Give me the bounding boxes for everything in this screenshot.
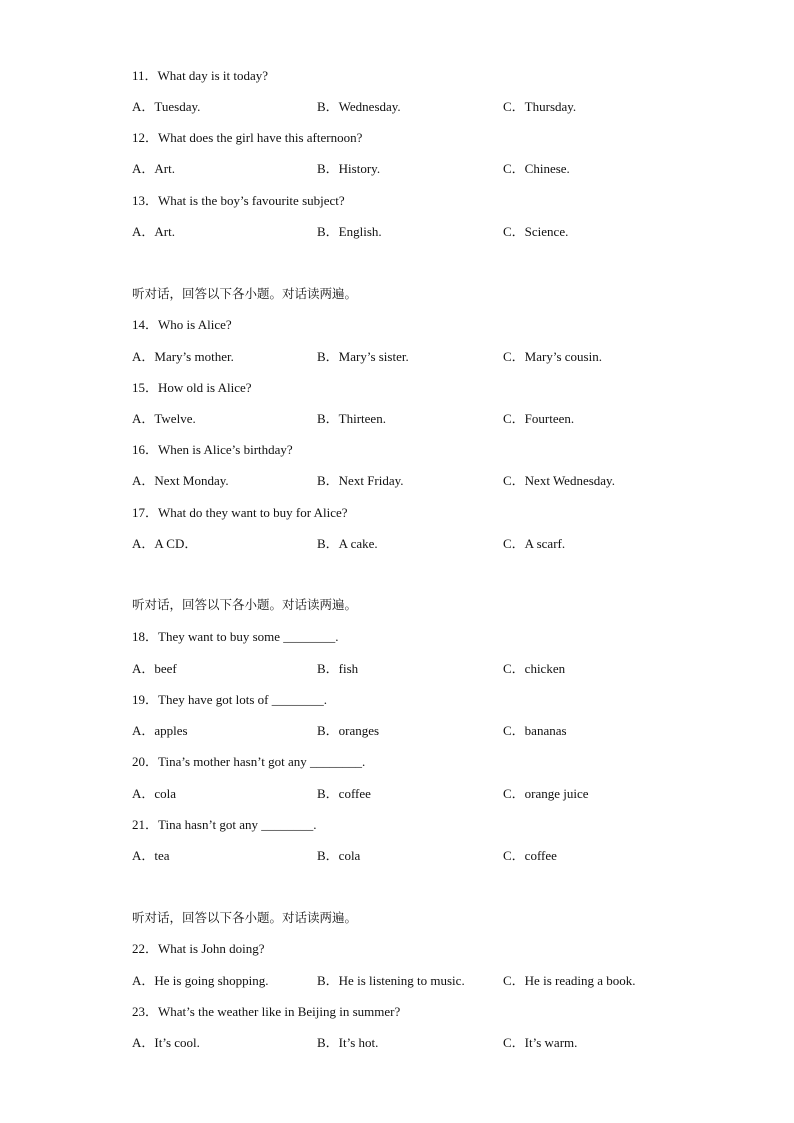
question-18 [132,629,339,645]
question-number: 23． [132,1004,159,1019]
question-number: 15． [132,380,159,395]
section-instruction: 听对话，回答以下各小题。对话读两遍。 [132,910,358,925]
question-number: 13． [132,193,159,208]
option-b: B．fish [317,661,359,676]
option-a: A．Next Monday. [132,473,229,488]
option-a: A．Art. [132,161,175,176]
option-b: B．History. [317,161,381,176]
option-a: A．beef [132,661,177,676]
option-c: C．coffee [503,848,557,863]
option-b: B．English. [317,224,382,239]
question-text: What is the boy’s favourite subject? [158,193,345,208]
question-number: 21． [132,817,159,832]
option-b: B．oranges [317,723,380,738]
question-text: When is Alice’s birthday? [158,442,293,457]
question-19 [132,692,327,708]
question-11 [132,68,268,84]
question-text: What day is it today? [157,68,268,83]
option-b: B．coffee [317,786,371,801]
option-c: C．Chinese. [503,161,570,176]
section-instruction: 听对话，回答以下各小题。对话读两遍。 [132,286,358,301]
question-text: They have got lots of ________. [158,692,327,707]
option-c: C．Mary’s cousin. [503,349,602,364]
question-text: Tina hasn’t got any ________. [158,817,317,832]
question-number: 11． [132,68,158,83]
question-text: How old is Alice? [158,380,252,395]
question-text: What is John doing? [158,941,265,956]
option-a: A．A CD． [132,536,198,551]
option-c: C．chicken [503,661,566,676]
option-c: C．Science. [503,224,569,239]
question-15 [132,380,252,396]
option-c: C．Next Wednesday. [503,473,615,488]
question-text: What do they want to buy for Alice? [158,505,348,520]
question-number: 12． [132,130,159,145]
option-a: A．Mary’s mother. [132,349,234,364]
option-c: C．It’s warm. [503,1035,578,1050]
question-number: 20． [132,754,159,769]
question-number: 18． [132,629,159,644]
question-number: 19． [132,692,159,707]
option-b: B．Thirteen. [317,411,386,426]
option-a: A．tea [132,848,170,863]
question-text: Who is Alice? [158,317,232,332]
question-text: What does the girl have this afternoon? [158,130,363,145]
question-21 [132,817,317,833]
question-23 [132,1004,400,1020]
option-a: A．Twelve. [132,411,196,426]
option-b: B．Mary’s sister. [317,349,409,364]
option-b: B．A cake. [317,536,378,551]
question-20 [132,754,365,770]
option-a: A．Art. [132,224,175,239]
option-c: C．A scarf. [503,536,566,551]
question-22 [132,941,265,957]
question-16 [132,442,293,458]
question-13 [132,193,345,209]
option-a: A．Tuesday. [132,99,201,114]
option-a: A．cola [132,786,177,801]
option-c: C．orange juice [503,786,589,801]
question-text: Tina’s mother hasn’t got any ________. [158,754,366,769]
section-instruction: 听对话，回答以下各小题。对话读两遍。 [132,597,358,612]
question-number: 14． [132,317,159,332]
option-a: A．He is going shopping. [132,973,269,988]
question-14 [132,317,232,333]
option-c: C．Thursday. [503,99,577,114]
option-b: B．cola [317,848,361,863]
option-c: C．bananas [503,723,567,738]
question-number: 17． [132,505,159,520]
question-text: They want to buy some ________. [158,629,339,644]
option-b: B．It’s hot. [317,1035,379,1050]
option-b: B．Next Friday. [317,473,404,488]
option-b: B．He is listening to music. [317,973,465,988]
question-12 [132,130,362,146]
question-number: 16． [132,442,159,457]
option-a: A．apples [132,723,188,738]
question-17 [132,505,348,521]
option-b: B．Wednesday. [317,99,401,114]
option-a: A．It’s cool. [132,1035,200,1050]
option-c: C．He is reading a book. [503,973,636,988]
option-c: C．Fourteen. [503,411,575,426]
question-text: What’s the weather like in Beijing in summer? [158,1004,401,1019]
question-number: 22． [132,941,159,956]
